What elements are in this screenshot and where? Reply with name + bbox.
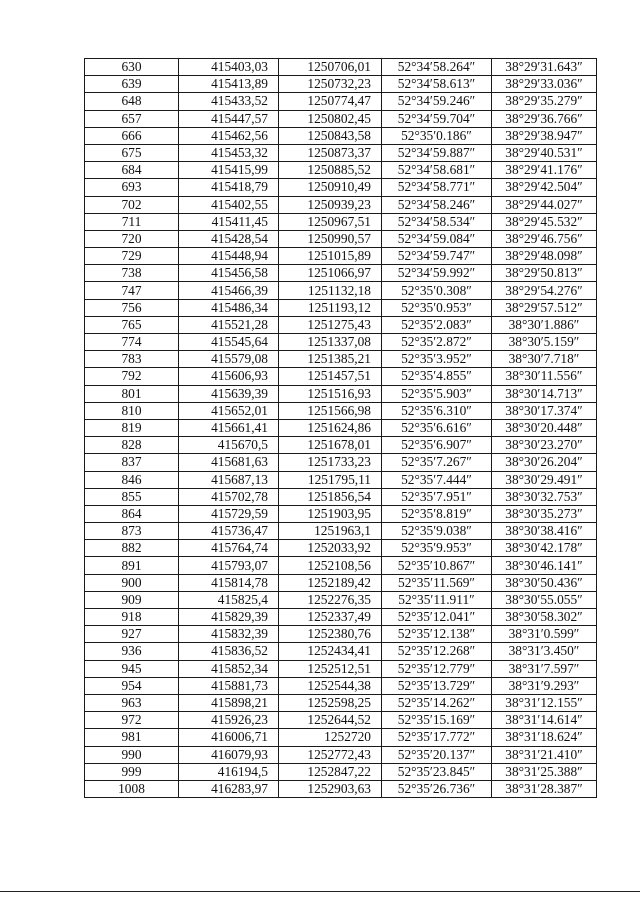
point-number-cell: 801 [85,385,179,402]
longitude-cell: 38°29′54.276″ [492,282,597,299]
latitude-cell: 52°35′20.137″ [382,746,492,763]
x-coordinate-cell: 415606,93 [179,368,279,385]
point-number-cell: 855 [85,488,179,505]
x-coordinate-cell: 415462,56 [179,127,279,144]
table-row [85,402,597,419]
x-coordinate-cell: 415829,39 [179,609,279,626]
longitude-cell: 38°29′31.643″ [492,59,597,76]
longitude-cell: 38°31′21.410″ [492,746,597,763]
table-row [85,316,597,333]
table-row [85,557,597,574]
longitude-cell: 38°31′25.388″ [492,763,597,780]
x-coordinate-cell: 415411,45 [179,213,279,230]
latitude-cell: 52°35′15.169″ [382,712,492,729]
point-number-cell: 837 [85,454,179,471]
point-number-cell: 738 [85,265,179,282]
latitude-cell: 52°35′11.911″ [382,591,492,608]
point-number-cell: 774 [85,334,179,351]
latitude-cell: 52°34′58.771″ [382,179,492,196]
latitude-cell: 52°34′59.704″ [382,110,492,127]
point-number-cell: 666 [85,127,179,144]
point-number-cell: 945 [85,660,179,677]
point-number-cell: 981 [85,729,179,746]
x-coordinate-cell: 415661,41 [179,419,279,436]
point-number-cell: 693 [85,179,179,196]
latitude-cell: 52°35′0.186″ [382,127,492,144]
latitude-cell: 52°35′12.268″ [382,643,492,660]
y-coordinate-cell: 1250873,37 [279,144,382,161]
longitude-cell: 38°30′50.436″ [492,574,597,591]
latitude-cell: 52°35′6.616″ [382,419,492,436]
point-number-cell: 909 [85,591,179,608]
point-number-cell: 936 [85,643,179,660]
latitude-cell: 52°35′0.953″ [382,299,492,316]
latitude-cell: 52°34′58.246″ [382,196,492,213]
table-row [85,694,597,711]
latitude-cell: 52°35′12.041″ [382,609,492,626]
table-row [85,162,597,179]
latitude-cell: 52°35′13.729″ [382,677,492,694]
x-coordinate-cell: 415681,63 [179,454,279,471]
longitude-cell: 38°31′14.614″ [492,712,597,729]
latitude-cell: 52°35′9.953″ [382,540,492,557]
table-row [85,351,597,368]
y-coordinate-cell: 1251963,1 [279,523,382,540]
longitude-cell: 38°30′46.141″ [492,557,597,574]
longitude-cell: 38°29′42.504″ [492,179,597,196]
point-number-cell: 648 [85,93,179,110]
y-coordinate-cell: 1252276,35 [279,591,382,608]
coordinates-table [84,58,597,798]
table-row [85,282,597,299]
x-coordinate-cell: 415639,39 [179,385,279,402]
point-number-cell: 756 [85,299,179,316]
y-coordinate-cell: 1251015,89 [279,248,382,265]
footer-divider [0,891,640,892]
table-row [85,437,597,454]
table-row [85,729,597,746]
longitude-cell: 38°30′55.055″ [492,591,597,608]
latitude-cell: 52°35′26.736″ [382,780,492,797]
table-row [85,299,597,316]
x-coordinate-cell: 415836,52 [179,643,279,660]
y-coordinate-cell: 1250843,58 [279,127,382,144]
x-coordinate-cell: 415428,54 [179,230,279,247]
x-coordinate-cell: 415814,78 [179,574,279,591]
longitude-cell: 38°30′7.718″ [492,351,597,368]
latitude-cell: 52°35′2.872″ [382,334,492,351]
table-row [85,419,597,436]
longitude-cell: 38°30′58.302″ [492,609,597,626]
longitude-cell: 38°30′26.204″ [492,454,597,471]
latitude-cell: 52°35′17.772″ [382,729,492,746]
longitude-cell: 38°29′48.098″ [492,248,597,265]
point-number-cell: 828 [85,437,179,454]
x-coordinate-cell: 415447,57 [179,110,279,127]
point-number-cell: 954 [85,677,179,694]
table-row [85,505,597,522]
latitude-cell: 52°34′58.613″ [382,76,492,93]
longitude-cell: 38°29′35.279″ [492,93,597,110]
y-coordinate-cell: 1251066,97 [279,265,382,282]
latitude-cell: 52°35′14.262″ [382,694,492,711]
y-coordinate-cell: 1251678,01 [279,437,382,454]
latitude-cell: 52°35′7.444″ [382,471,492,488]
x-coordinate-cell: 415413,89 [179,76,279,93]
latitude-cell: 52°35′3.952″ [382,351,492,368]
y-coordinate-cell: 1250802,45 [279,110,382,127]
y-coordinate-cell: 1250967,51 [279,213,382,230]
y-coordinate-cell: 1252847,22 [279,763,382,780]
x-coordinate-cell: 415453,32 [179,144,279,161]
latitude-cell: 52°34′59.084″ [382,230,492,247]
point-number-cell: 846 [85,471,179,488]
x-coordinate-cell: 415670,5 [179,437,279,454]
longitude-cell: 38°31′9.293″ [492,677,597,694]
table-row [85,76,597,93]
longitude-cell: 38°29′33.036″ [492,76,597,93]
x-coordinate-cell: 415545,64 [179,334,279,351]
table-row [85,368,597,385]
latitude-cell: 52°35′11.569″ [382,574,492,591]
x-coordinate-cell: 415729,59 [179,505,279,522]
x-coordinate-cell: 415486,34 [179,299,279,316]
y-coordinate-cell: 1251132,18 [279,282,382,299]
longitude-cell: 38°30′38.416″ [492,523,597,540]
y-coordinate-cell: 1250990,57 [279,230,382,247]
y-coordinate-cell: 1250939,23 [279,196,382,213]
table-row [85,712,597,729]
latitude-cell: 52°34′59.992″ [382,265,492,282]
table-row [85,230,597,247]
latitude-cell: 52°35′4.855″ [382,368,492,385]
table-row [85,488,597,505]
table-row [85,609,597,626]
x-coordinate-cell: 415881,73 [179,677,279,694]
x-coordinate-cell: 415793,07 [179,557,279,574]
table-row [85,213,597,230]
x-coordinate-cell: 415652,01 [179,402,279,419]
x-coordinate-cell: 415402,55 [179,196,279,213]
point-number-cell: 684 [85,162,179,179]
longitude-cell: 38°30′42.178″ [492,540,597,557]
point-number-cell: 900 [85,574,179,591]
point-number-cell: 810 [85,402,179,419]
x-coordinate-cell: 415418,79 [179,179,279,196]
y-coordinate-cell: 1251733,23 [279,454,382,471]
longitude-cell: 38°31′3.450″ [492,643,597,660]
table-row [85,523,597,540]
longitude-cell: 38°31′18.624″ [492,729,597,746]
x-coordinate-cell: 415415,99 [179,162,279,179]
coordinates-table-body [85,59,597,798]
table-row [85,763,597,780]
latitude-cell: 52°35′23.845″ [382,763,492,780]
x-coordinate-cell: 415433,52 [179,93,279,110]
longitude-cell: 38°29′45.532″ [492,213,597,230]
x-coordinate-cell: 415832,39 [179,626,279,643]
longitude-cell: 38°30′17.374″ [492,402,597,419]
latitude-cell: 52°34′58.681″ [382,162,492,179]
point-number-cell: 918 [85,609,179,626]
point-number-cell: 657 [85,110,179,127]
y-coordinate-cell: 1251856,54 [279,488,382,505]
point-number-cell: 783 [85,351,179,368]
x-coordinate-cell: 416283,97 [179,780,279,797]
y-coordinate-cell: 1251566,98 [279,402,382,419]
y-coordinate-cell: 1252720 [279,729,382,746]
latitude-cell: 52°35′9.038″ [382,523,492,540]
table-row [85,248,597,265]
table-row [85,660,597,677]
x-coordinate-cell: 415736,47 [179,523,279,540]
x-coordinate-cell: 415926,23 [179,712,279,729]
longitude-cell: 38°29′38.947″ [492,127,597,144]
table-row [85,334,597,351]
y-coordinate-cell: 1252512,51 [279,660,382,677]
table-row [85,746,597,763]
longitude-cell: 38°29′50.813″ [492,265,597,282]
x-coordinate-cell: 415764,74 [179,540,279,557]
longitude-cell: 38°30′32.753″ [492,488,597,505]
table-row [85,643,597,660]
x-coordinate-cell: 415687,13 [179,471,279,488]
longitude-cell: 38°30′5.159″ [492,334,597,351]
y-coordinate-cell: 1252544,38 [279,677,382,694]
table-row [85,59,597,76]
y-coordinate-cell: 1252108,56 [279,557,382,574]
point-number-cell: 990 [85,746,179,763]
y-coordinate-cell: 1252380,76 [279,626,382,643]
latitude-cell: 52°34′58.534″ [382,213,492,230]
y-coordinate-cell: 1251385,21 [279,351,382,368]
longitude-cell: 38°31′7.597″ [492,660,597,677]
latitude-cell: 52°35′7.267″ [382,454,492,471]
point-number-cell: 963 [85,694,179,711]
latitude-cell: 52°34′59.887″ [382,144,492,161]
x-coordinate-cell: 415702,78 [179,488,279,505]
y-coordinate-cell: 1251193,12 [279,299,382,316]
point-number-cell: 720 [85,230,179,247]
table-row [85,265,597,282]
point-number-cell: 819 [85,419,179,436]
latitude-cell: 52°35′0.308″ [382,282,492,299]
table-row [85,677,597,694]
x-coordinate-cell: 415456,58 [179,265,279,282]
longitude-cell: 38°31′28.387″ [492,780,597,797]
x-coordinate-cell: 415521,28 [179,316,279,333]
y-coordinate-cell: 1250706,01 [279,59,382,76]
latitude-cell: 52°34′58.264″ [382,59,492,76]
table-row [85,626,597,643]
y-coordinate-cell: 1252903,63 [279,780,382,797]
y-coordinate-cell: 1252337,49 [279,609,382,626]
latitude-cell: 52°35′10.867″ [382,557,492,574]
y-coordinate-cell: 1251337,08 [279,334,382,351]
latitude-cell: 52°34′59.747″ [382,248,492,265]
latitude-cell: 52°35′6.907″ [382,437,492,454]
point-number-cell: 972 [85,712,179,729]
y-coordinate-cell: 1251624,86 [279,419,382,436]
x-coordinate-cell: 415448,94 [179,248,279,265]
point-number-cell: 999 [85,763,179,780]
latitude-cell: 52°35′5.903″ [382,385,492,402]
table-row [85,471,597,488]
point-number-cell: 675 [85,144,179,161]
x-coordinate-cell: 415403,03 [179,59,279,76]
point-number-cell: 891 [85,557,179,574]
latitude-cell: 52°35′12.779″ [382,660,492,677]
point-number-cell: 729 [85,248,179,265]
point-number-cell: 702 [85,196,179,213]
x-coordinate-cell: 416079,93 [179,746,279,763]
point-number-cell: 630 [85,59,179,76]
point-number-cell: 711 [85,213,179,230]
x-coordinate-cell: 416006,71 [179,729,279,746]
x-coordinate-cell: 415466,39 [179,282,279,299]
table-row [85,574,597,591]
y-coordinate-cell: 1251516,93 [279,385,382,402]
x-coordinate-cell: 415898,21 [179,694,279,711]
point-number-cell: 864 [85,505,179,522]
table-row [85,127,597,144]
y-coordinate-cell: 1252598,25 [279,694,382,711]
latitude-cell: 52°35′12.138″ [382,626,492,643]
longitude-cell: 38°30′29.491″ [492,471,597,488]
table-row [85,144,597,161]
latitude-cell: 52°35′7.951″ [382,488,492,505]
longitude-cell: 38°29′36.766″ [492,110,597,127]
x-coordinate-cell: 415852,34 [179,660,279,677]
y-coordinate-cell: 1250774,47 [279,93,382,110]
y-coordinate-cell: 1252772,43 [279,746,382,763]
table-row [85,454,597,471]
table-row [85,780,597,797]
y-coordinate-cell: 1251457,51 [279,368,382,385]
latitude-cell: 52°34′59.246″ [382,93,492,110]
y-coordinate-cell: 1251903,95 [279,505,382,522]
y-coordinate-cell: 1252189,42 [279,574,382,591]
longitude-cell: 38°29′40.531″ [492,144,597,161]
longitude-cell: 38°29′44.027″ [492,196,597,213]
table-row [85,179,597,196]
longitude-cell: 38°30′11.556″ [492,368,597,385]
y-coordinate-cell: 1252644,52 [279,712,382,729]
longitude-cell: 38°29′46.756″ [492,230,597,247]
point-number-cell: 1008 [85,780,179,797]
y-coordinate-cell: 1250732,23 [279,76,382,93]
y-coordinate-cell: 1252434,41 [279,643,382,660]
x-coordinate-cell: 416194,5 [179,763,279,780]
y-coordinate-cell: 1250910,49 [279,179,382,196]
table-row [85,591,597,608]
longitude-cell: 38°31′12.155″ [492,694,597,711]
x-coordinate-cell: 415579,08 [179,351,279,368]
point-number-cell: 882 [85,540,179,557]
point-number-cell: 747 [85,282,179,299]
point-number-cell: 792 [85,368,179,385]
table-row [85,110,597,127]
latitude-cell: 52°35′6.310″ [382,402,492,419]
longitude-cell: 38°30′14.713″ [492,385,597,402]
table-row [85,196,597,213]
longitude-cell: 38°30′23.270″ [492,437,597,454]
point-number-cell: 927 [85,626,179,643]
longitude-cell: 38°30′35.273″ [492,505,597,522]
point-number-cell: 873 [85,523,179,540]
x-coordinate-cell: 415825,4 [179,591,279,608]
longitude-cell: 38°30′20.448″ [492,419,597,436]
y-coordinate-cell: 1250885,52 [279,162,382,179]
longitude-cell: 38°29′57.512″ [492,299,597,316]
latitude-cell: 52°35′8.819″ [382,505,492,522]
y-coordinate-cell: 1252033,92 [279,540,382,557]
point-number-cell: 639 [85,76,179,93]
y-coordinate-cell: 1251275,43 [279,316,382,333]
table-row [85,540,597,557]
point-number-cell: 765 [85,316,179,333]
longitude-cell: 38°29′41.176″ [492,162,597,179]
table-row [85,385,597,402]
latitude-cell: 52°35′2.083″ [382,316,492,333]
y-coordinate-cell: 1251795,11 [279,471,382,488]
longitude-cell: 38°30′1.886″ [492,316,597,333]
table-row [85,93,597,110]
longitude-cell: 38°31′0.599″ [492,626,597,643]
